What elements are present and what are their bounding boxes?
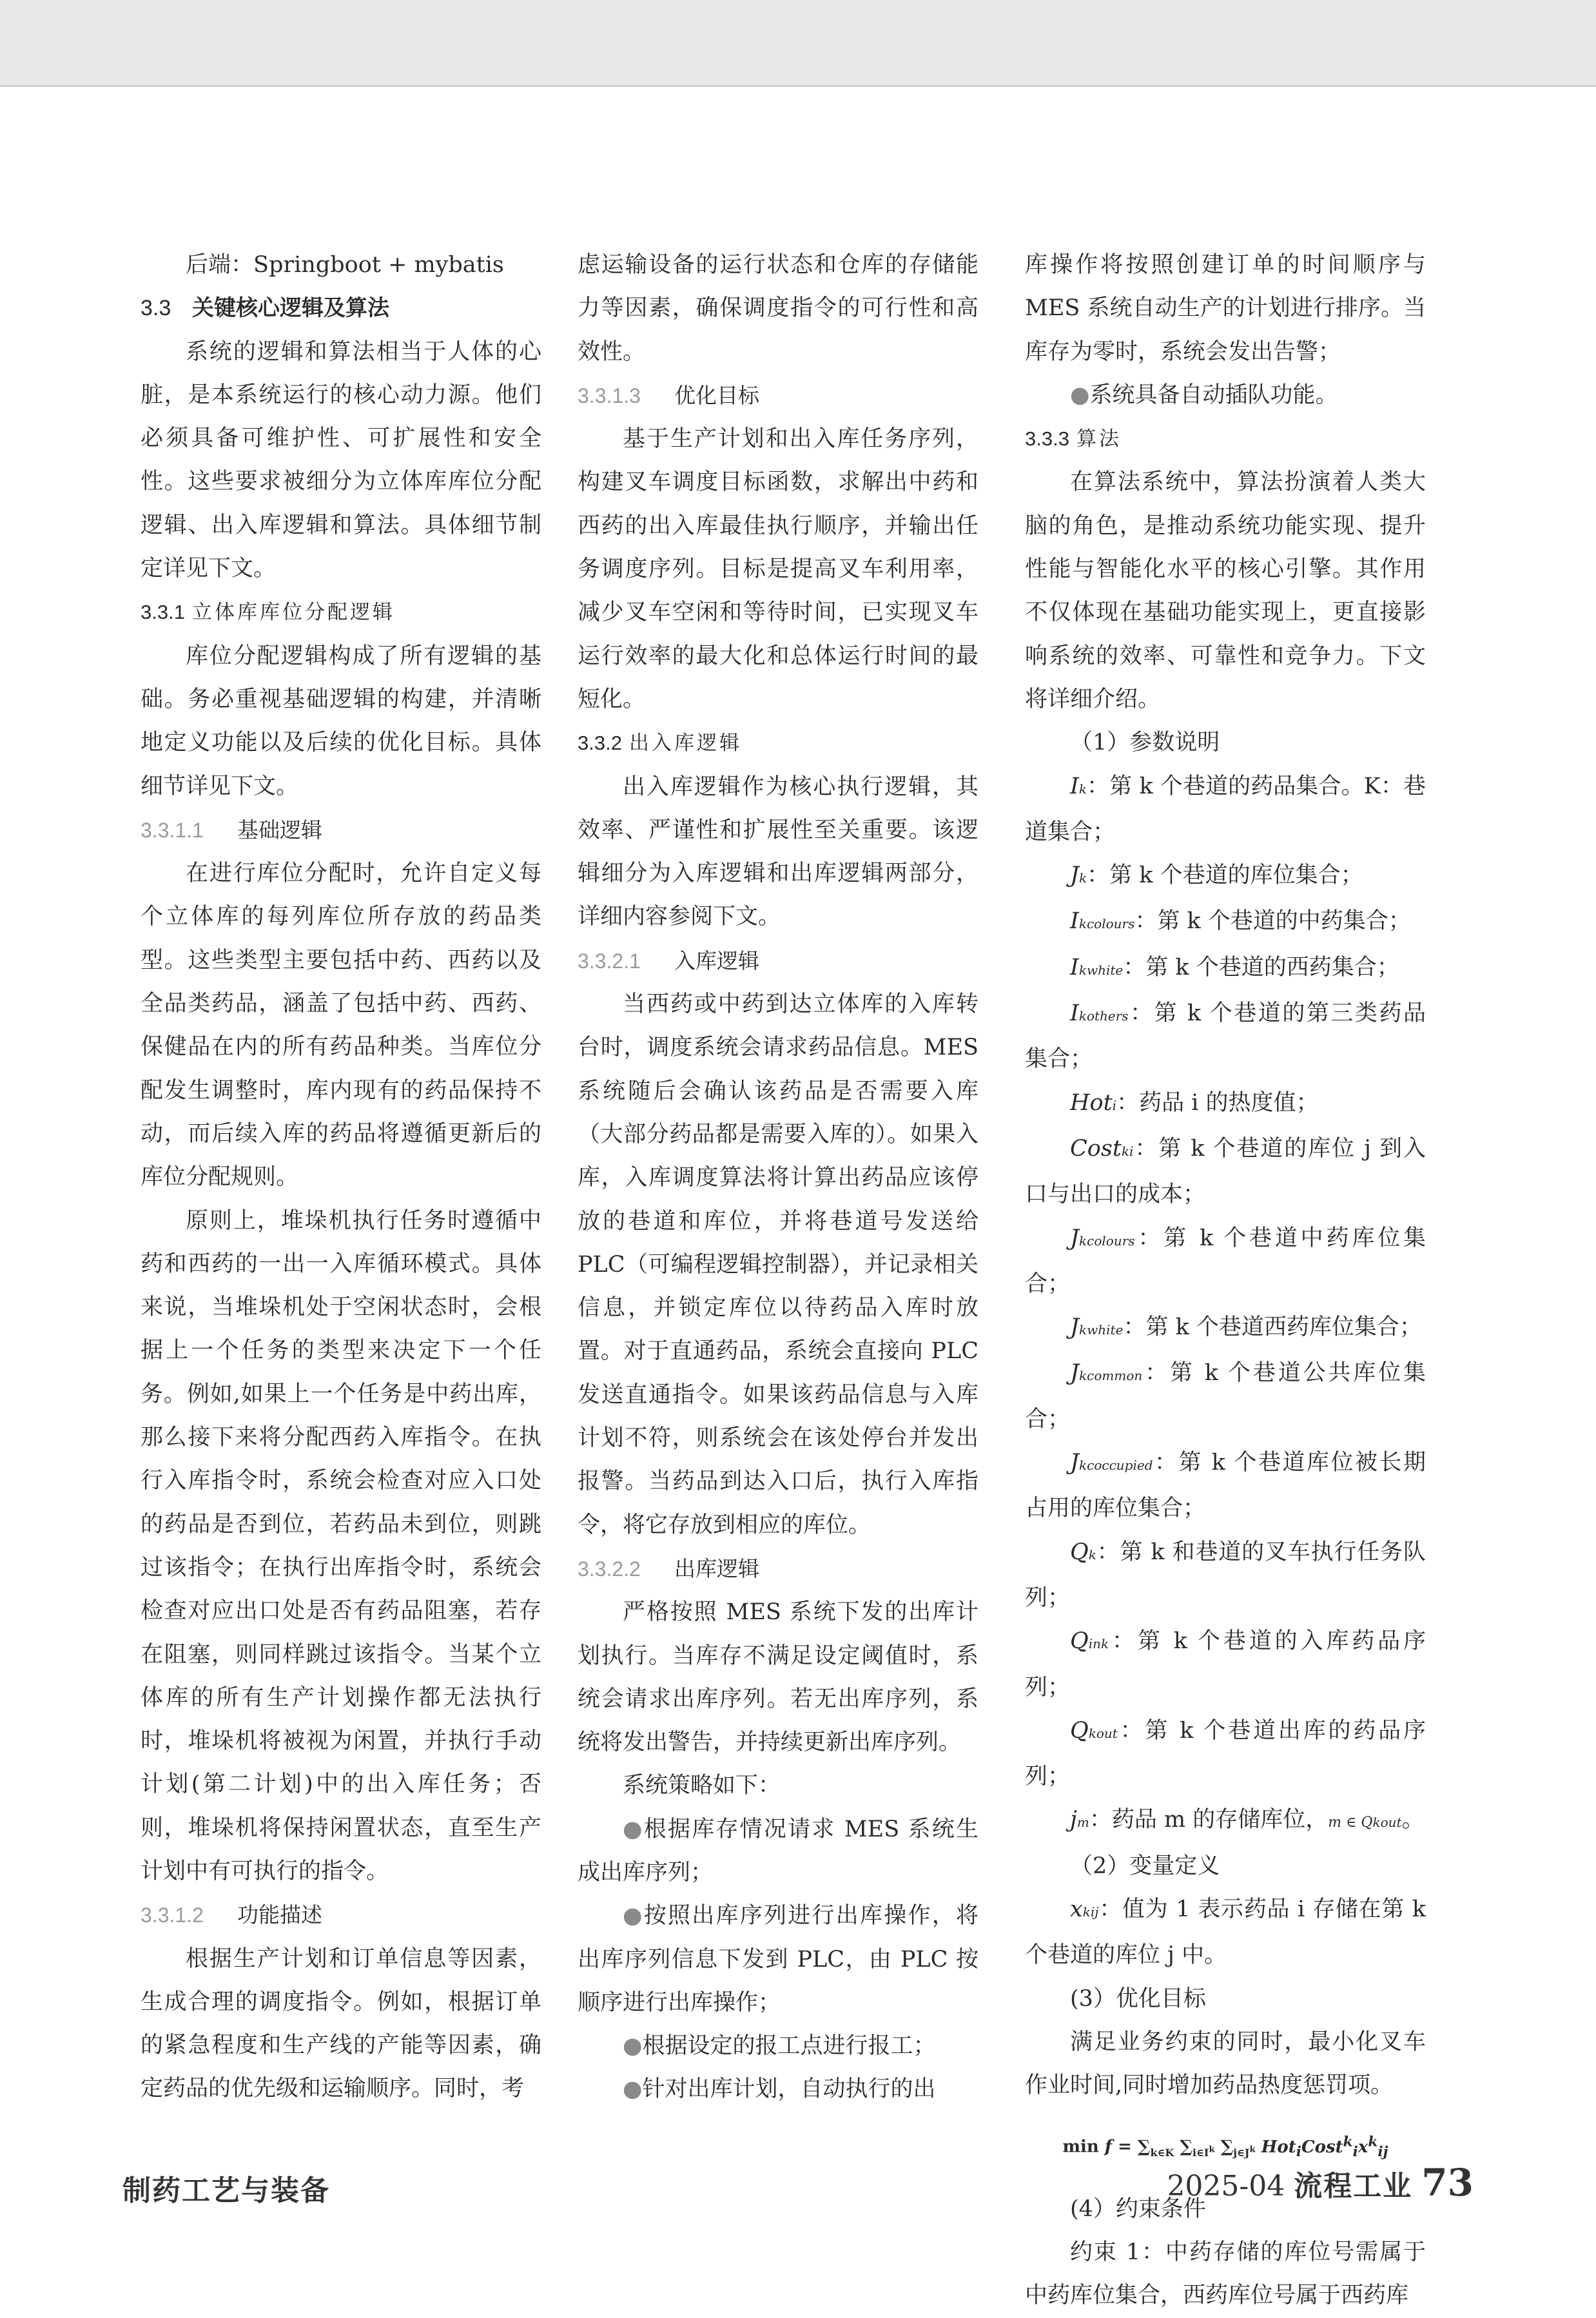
def-text: ：第 k 和巷道的叉车执行任务队列； — [1025, 1539, 1426, 1611]
subsection-heading — [578, 721, 978, 765]
param-def — [1025, 900, 1426, 946]
list-heading: (4）约束条件 — [1070, 2196, 1206, 2222]
subsubsection-title: 出库逻辑 — [674, 1555, 759, 1581]
subsubsection-title: 入库逻辑 — [674, 948, 759, 973]
column-left — [141, 244, 541, 2111]
def-text: ：第 k 个巷道西药库位集合； — [1123, 1314, 1422, 1341]
list-heading: (3）优化目标 — [1070, 1985, 1206, 2012]
bullet-text: 根据库存情况请求 MES 系统生成出库序列； — [578, 1816, 978, 1885]
section-number: 3.3 — [141, 296, 171, 321]
param-def — [1025, 1352, 1426, 1441]
param-def — [1025, 854, 1426, 900]
math-symbol: Ikwhite — [1070, 954, 1124, 980]
subsubsection-number: 3.3.1.1 — [141, 818, 204, 842]
def-text: ：第 k 个巷道出库的药品序列； — [1025, 1717, 1426, 1790]
math-symbol: Ikcolours — [1070, 908, 1135, 935]
subsubsection-title: 基础逻辑 — [237, 817, 322, 842]
paragraph: 库操作将按照创建订单的时间顺序与 MES 系统自动生产的计划进行排序。当库存为零时，系统会发出告警； — [1025, 252, 1426, 365]
column-right — [1025, 244, 1426, 2318]
subsection-number: 3.3.2 — [578, 732, 622, 755]
subsubsection-number: 3.3.1.2 — [141, 1904, 204, 1927]
def-text: ：第 k 个巷道库位被长期占用的库位集合； — [1025, 1450, 1426, 1522]
list-heading: （2）变量定义 — [1070, 1853, 1220, 1879]
journal-name-left: 制药工艺与装备 — [122, 2174, 330, 2207]
top-divider — [0, 85, 1596, 87]
def-text: ：药品 m 的存储库位， — [1089, 1807, 1328, 1833]
def-text: ：第 k 个巷道的中药集合； — [1134, 908, 1411, 935]
param-def — [1025, 1127, 1426, 1217]
bullet-item — [1025, 374, 1426, 417]
param-def — [1025, 1709, 1426, 1799]
bullet-item — [578, 2068, 978, 2111]
math-symbol: Jk — [1070, 862, 1087, 889]
page-footer — [1167, 2161, 1474, 2205]
bullet-text: 针对出库计划，自动执行的出 — [642, 2076, 936, 2103]
subsubsection-title: 优化目标 — [674, 382, 759, 408]
section-heading — [141, 287, 541, 330]
bullet-text: 根据设定的报工点进行报工； — [642, 2033, 936, 2060]
math-symbol: Qkout — [1070, 1717, 1118, 1744]
def-text: ：第 k 个巷道的药品集合。K：巷道集合； — [1025, 773, 1426, 845]
math-symbol: m ∈ Qkout — [1328, 1815, 1402, 1831]
def-text: ：第 k 个巷道的第三类药品集合； — [1025, 1000, 1426, 1073]
subsubsection-heading — [578, 939, 978, 983]
column-middle — [578, 244, 978, 2112]
def-text: ：第 k 个巷道的库位 j 到入口与出口的成本； — [1025, 1135, 1426, 1208]
param-def — [1025, 1620, 1426, 1709]
math-symbol: Qink — [1070, 1628, 1109, 1655]
subsubsection-heading — [141, 1893, 541, 1937]
paragraph: 严格按照 MES 系统下发的出库计划执行。当库存不满足设定阈值时，系统会请求出库序列。若无出库序列，系统将发出警告，并持续更新出库序列。 — [578, 1599, 978, 1756]
paragraph: 在进行库位分配时，允许自定义每个立体库的每列库位所存放的药品类型。这些类型主要包括中药、西药以及全品类药品，涵盖了包括中药、西药、保健品在内的所有药品种类。当库位分配发生调整时，库内现有的药品保持不动，而后续入库的药品将遵循更新后的库位分配规则。 — [141, 861, 541, 1191]
journal-name-right: 流程工业 — [1294, 2170, 1413, 2203]
subsubsection-number: 3.3.2.1 — [578, 949, 641, 973]
section-title: 关键核心逻辑及算法 — [192, 296, 389, 321]
paragraph: 系统策略如下： — [623, 1773, 781, 1799]
subsubsection-number: 3.3.1.3 — [578, 384, 641, 407]
subsubsection-title: 功能描述 — [237, 1902, 322, 1928]
paragraph: 库位分配逻辑构成了所有逻辑的基础。务必重视基础逻辑的构建，并清晰地定义功能以及后续的优化目标。具体细节详见下文。 — [141, 643, 541, 799]
param-def — [1025, 946, 1426, 992]
paragraph: 根据生产计划和订单信息等因素，生成合理的调度指令。例如，根据订单的紧急程度和生产线的产能等因素，确定药品的优先级和运输顺序。同时，考 — [141, 1945, 541, 2102]
def-text: ：第 k 个巷道中药库位集合； — [1025, 1225, 1426, 1297]
param-def — [1025, 1306, 1426, 1352]
param-def — [1025, 765, 1426, 855]
bullet-item — [578, 2025, 978, 2068]
math-symbol: Jkcolours — [1070, 1225, 1135, 1251]
param-def — [1025, 1441, 1426, 1531]
subsection-heading — [141, 590, 541, 634]
subsubsection-heading — [578, 374, 978, 418]
var-def — [1025, 1888, 1426, 1978]
subsection-number: 3.3.1 — [141, 601, 185, 624]
paragraph: 出入库逻辑作为核心执行逻辑，其效率、严谨性和扩展性至关重要。该逻辑细分为入库逻辑和出库逻辑两部分，详细内容参阅下文。 — [578, 774, 978, 930]
param-def — [1025, 1217, 1426, 1307]
math-symbol: xkij — [1070, 1896, 1099, 1922]
list-heading: （1）参数说明 — [1070, 730, 1220, 756]
subsection-title: 出入库逻辑 — [629, 732, 742, 755]
def-text: ：药品 i 的热度值； — [1116, 1089, 1319, 1116]
def-text: ：第 k 个巷道的西药集合； — [1123, 954, 1399, 980]
bullet-icon: ● — [623, 1903, 644, 1929]
paragraph: 满足业务约束的同时，最小化叉车作业时间,同时增加药品热度惩罚项。 — [1025, 2029, 1426, 2099]
math-symbol: Ikothers — [1070, 1000, 1129, 1027]
bullet-icon: ● — [623, 1816, 644, 1842]
paragraph: 当西药或中药到达立体库的入库转台时，调度系统会请求药品信息。MES 系统随后会确认该药品是否需要入库（大部分药品都是需要入库的）。如果入库，入库调度算法将计算出药品应该停放的巷道和库位，并将巷道号发送给 PLC（可编程逻辑控制器），并记录相关信息，并锁定库位以待药品入库时放置。对于直通药品，系统会直接向 PLC 发送直通指令。如果该药品信息与入库计划不符，则系统会在该处停台并发出报警。当药品到达入口后，执行入库指令，将它存放到相应的库位。 — [578, 991, 978, 1538]
math-symbol: Costki — [1070, 1135, 1134, 1162]
subsection-number: 3.3.3 — [1025, 427, 1069, 451]
param-def — [1025, 992, 1426, 1082]
bullet-icon: ● — [623, 2033, 643, 2060]
paragraph: 约束 1：中药存储的库位号需属于中药库位集合，西药库位号属于西药库 — [1025, 2239, 1426, 2309]
subsubsection-heading — [141, 808, 541, 852]
paragraph: 原则上，堆垛机执行任务时遵循中药和西药的一出一入库循环模式。具体来说，当堆垛机处于空闲状态时，会根据上一个任务的类型来决定下一个任务。例如,如果上一个任务是中药出库，那么接下来将分配西药入库指令。在执行入库指令时，系统会检查对应入口处的药品是否到位，若药品未到位，则跳过该指令；在执行出库指令时，系统会检查对应出口处是否有药品阻塞，若存在阻塞，则同样跳过该指令。当某个立体库的所有生产计划操作都无法执行时，堆垛机将被视为闲置，并执行手动计划(第二计划)中的出入库任务；否则，堆垛机将保持闲置状态，直至生产计划中有可执行的指令。 — [141, 1207, 541, 1884]
bullet-text: 按照出库序列进行出库操作，将出库序列信息下发到 PLC，由 PLC 按顺序进行出库操作； — [578, 1903, 978, 2016]
paragraph: 基于生产计划和出入库任务序列，构建叉车调度目标函数，求解出中药和西药的出入库最佳执行顺序，并输出任务调度序列。目标是提高叉车利用率，减少叉车空闲和等待时间，已实现叉车运行效率的最大化和总体运行时间的最短化。 — [578, 426, 978, 712]
def-text: ：值为 1 表示药品 i 存储在第 k 个巷道的库位 j 中。 — [1025, 1896, 1426, 1969]
math-symbol: Jkwhite — [1070, 1314, 1124, 1341]
bullet-item — [578, 1808, 978, 1895]
paragraph: 系统的逻辑和算法相当于人体的心脏，是本系统运行的核心动力源。他们必须具备可维护性、可扩展性和安全性。这些要求被细分为立体库库位分配逻辑、出入库逻辑和算法。具体细节制定详见下文。 — [141, 338, 541, 582]
issue-number: 2025-04 — [1167, 2170, 1285, 2203]
param-def: jm：药品 m 的存储库位，m ∈ Qkout。 — [1070, 1807, 1425, 1833]
subsubsection-heading — [578, 1547, 978, 1591]
math-symbol: Ik — [1070, 773, 1087, 799]
subsection-heading — [1025, 417, 1426, 461]
math-symbol: Qk — [1070, 1539, 1096, 1565]
paragraph: 虑运输设备的运行状态和仓库的存储能力等因素，确保调度指令的可行性和高效性。 — [578, 252, 978, 365]
backend-line: 后端：Springboot + mybatis — [186, 252, 504, 278]
math-symbol: Jkcommon — [1070, 1360, 1143, 1387]
math-symbol: jm — [1070, 1807, 1089, 1833]
bullet-icon: ● — [623, 2076, 643, 2103]
paragraph: 在算法系统中，算法扮演着人类大脑的角色，是推动系统功能实现、提升性能与智能化水平的核心引擎。其作用不仅体现在基础功能实现上，更直接影响系统的效率、可靠性和竞争力。下文将详细介绍。 — [1025, 469, 1426, 712]
math-symbol: Hoti — [1070, 1089, 1117, 1116]
bullet-icon: ● — [1070, 382, 1090, 408]
subsection-title: 立体库库位分配逻辑 — [192, 601, 395, 625]
subsection-title: 算法 — [1076, 427, 1122, 451]
subsubsection-number: 3.3.2.2 — [578, 1557, 641, 1581]
def-text: ：第 k 个巷道的入库药品序列； — [1025, 1628, 1426, 1700]
objective-formula: $\min f = \sum_{k\in K}$ $\sum_{i\in I^k}$ $\sum_{j\in J^k}$ $Hot_iCost^k_ix^k_{ij}$ — [1062, 2134, 1388, 2161]
math-symbol: Jkcoccupied — [1070, 1450, 1153, 1476]
def-text: ：第 k 个巷道公共库位集合； — [1025, 1360, 1426, 1432]
def-text: ：第 k 个巷道的库位集合； — [1087, 862, 1363, 889]
param-def — [1025, 1531, 1426, 1621]
page-number: 73 — [1421, 2161, 1474, 2205]
bullet-text: 系统具备自动插队功能。 — [1089, 382, 1338, 408]
bullet-item — [578, 1894, 978, 2025]
param-def — [1025, 1082, 1426, 1127]
top-band — [0, 0, 1596, 85]
